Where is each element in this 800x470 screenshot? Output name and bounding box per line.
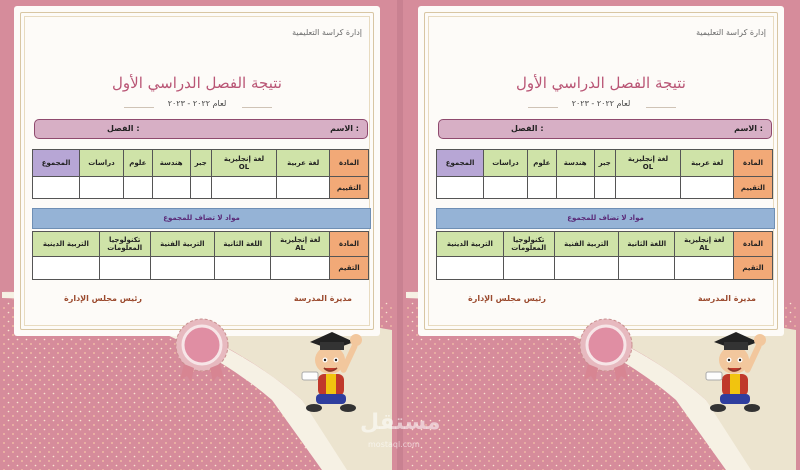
extra-subjects-table [32, 231, 369, 280]
subject-row-label: المادة [734, 150, 773, 177]
board-chair-signature-label: رئيس مجلس الإدارة [64, 294, 142, 303]
certificate-title: نتيجة الفصل الدراسي الأول [516, 74, 686, 92]
name-label: الاسم : [734, 124, 763, 133]
seal-badge [571, 312, 641, 382]
non-counted-subjects-band: مواد لا تضاف للمجموع [436, 208, 775, 229]
certificate-paper [418, 6, 784, 336]
grade-cell[interactable] [123, 177, 152, 199]
grade-cell[interactable] [527, 177, 556, 199]
graduate-mascot [292, 320, 372, 420]
grade-row-label: التقييم [330, 177, 369, 199]
student-info-bar [438, 119, 772, 139]
subject-total: المجموع [33, 150, 80, 177]
grade-cell[interactable] [437, 257, 504, 280]
student-info-bar [34, 119, 368, 139]
subject-social-studies: دراسات [484, 150, 528, 177]
grades-row [437, 257, 773, 280]
subject-algebra: جبر [190, 150, 211, 177]
grade-cell[interactable] [619, 257, 675, 280]
grades-table [32, 149, 369, 199]
grade-row-label: التقيم [734, 257, 773, 280]
subject-row-label: المادة [734, 232, 773, 257]
watermark-url: mostaql.com [368, 440, 420, 449]
academic-year: لعام ٢٠٢٢ - ٢٠٢٣ [571, 99, 631, 108]
certificate-left [2, 0, 392, 470]
subject-second-language: اللغة الثانية [215, 232, 271, 257]
subject-geometry: هندسة [152, 150, 190, 177]
subject-english-al: لغة إنجليزية AL [675, 232, 734, 257]
grade-cell[interactable] [594, 177, 615, 199]
grades-table [436, 149, 773, 199]
grades-row [437, 177, 773, 199]
subject-religion: التربية الدينية [437, 232, 504, 257]
grade-cell[interactable] [277, 177, 330, 199]
subject-science: علوم [123, 150, 152, 177]
grade-cell[interactable] [99, 257, 150, 280]
grade-cell[interactable] [484, 177, 528, 199]
grade-cell[interactable] [675, 257, 734, 280]
grade-cell[interactable] [215, 257, 271, 280]
subject-art: التربية الفنية [150, 232, 214, 257]
grade-cell[interactable] [554, 257, 618, 280]
subject-art: التربية الفنية [554, 232, 618, 257]
principal-signature-label: مديرة المدرسة [293, 294, 352, 303]
subject-social-studies: دراسات [80, 150, 124, 177]
subjects-row [437, 150, 773, 177]
subject-algebra: جبر [594, 150, 615, 177]
name-label: الاسم : [330, 124, 359, 133]
subjects-row [33, 150, 369, 177]
year-ornament-right [242, 107, 272, 108]
board-chair-signature-label: رئيس مجلس الإدارة [468, 294, 546, 303]
subject-it: تكنولوجيا المعلومات [503, 232, 554, 257]
grade-cell[interactable] [33, 257, 100, 280]
sheet-divider [397, 0, 403, 470]
grade-cell[interactable] [556, 177, 594, 199]
school-name: إدارة كراسة التعليمية [292, 28, 362, 37]
subject-english-al: لغة إنجليزية AL [271, 232, 330, 257]
grade-cell[interactable] [681, 177, 734, 199]
subject-total: المجموع [437, 150, 484, 177]
class-label: الفصل : [107, 124, 140, 133]
grade-cell[interactable] [152, 177, 190, 199]
subject-second-language: اللغة الثانية [619, 232, 675, 257]
year-ornament-right [646, 107, 676, 108]
subject-english-ol: لغة إنجليزية OL [211, 150, 277, 177]
grade-cell[interactable] [211, 177, 277, 199]
grade-cell[interactable] [615, 177, 681, 199]
subject-arabic: لغة عربية [277, 150, 330, 177]
subjects-row [437, 232, 773, 257]
certificate-paper [14, 6, 380, 336]
subject-geometry: هندسة [556, 150, 594, 177]
subject-religion: التربية الدينية [33, 232, 100, 257]
grades-row [33, 177, 369, 199]
grade-cell[interactable] [80, 177, 124, 199]
graduate-mascot [696, 320, 776, 420]
grade-row-label: التقييم [734, 177, 773, 199]
subject-it: تكنولوجيا المعلومات [99, 232, 150, 257]
principal-signature-label: مديرة المدرسة [697, 294, 756, 303]
academic-year: لعام ٢٠٢٢ - ٢٠٢٣ [167, 99, 227, 108]
grade-cell[interactable] [503, 257, 554, 280]
subject-arabic: لغة عربية [681, 150, 734, 177]
certificate-right [406, 0, 796, 470]
grade-cell[interactable] [271, 257, 330, 280]
non-counted-subjects-band: مواد لا تضاف للمجموع [32, 208, 371, 229]
subjects-row [33, 232, 369, 257]
watermark-logo: مستقل [360, 410, 441, 435]
subject-row-label: المادة [330, 232, 369, 257]
certificate-title: نتيجة الفصل الدراسي الأول [112, 74, 282, 92]
subject-english-ol: لغة إنجليزية OL [615, 150, 681, 177]
subject-row-label: المادة [330, 150, 369, 177]
class-label: الفصل : [511, 124, 544, 133]
extra-subjects-table [436, 231, 773, 280]
grades-row [33, 257, 369, 280]
grade-cell[interactable] [33, 177, 80, 199]
grade-cell[interactable] [190, 177, 211, 199]
school-name: إدارة كراسة التعليمية [696, 28, 766, 37]
seal-badge [167, 312, 237, 382]
subject-science: علوم [527, 150, 556, 177]
grade-cell[interactable] [150, 257, 214, 280]
grade-cell[interactable] [437, 177, 484, 199]
grade-row-label: التقيم [330, 257, 369, 280]
